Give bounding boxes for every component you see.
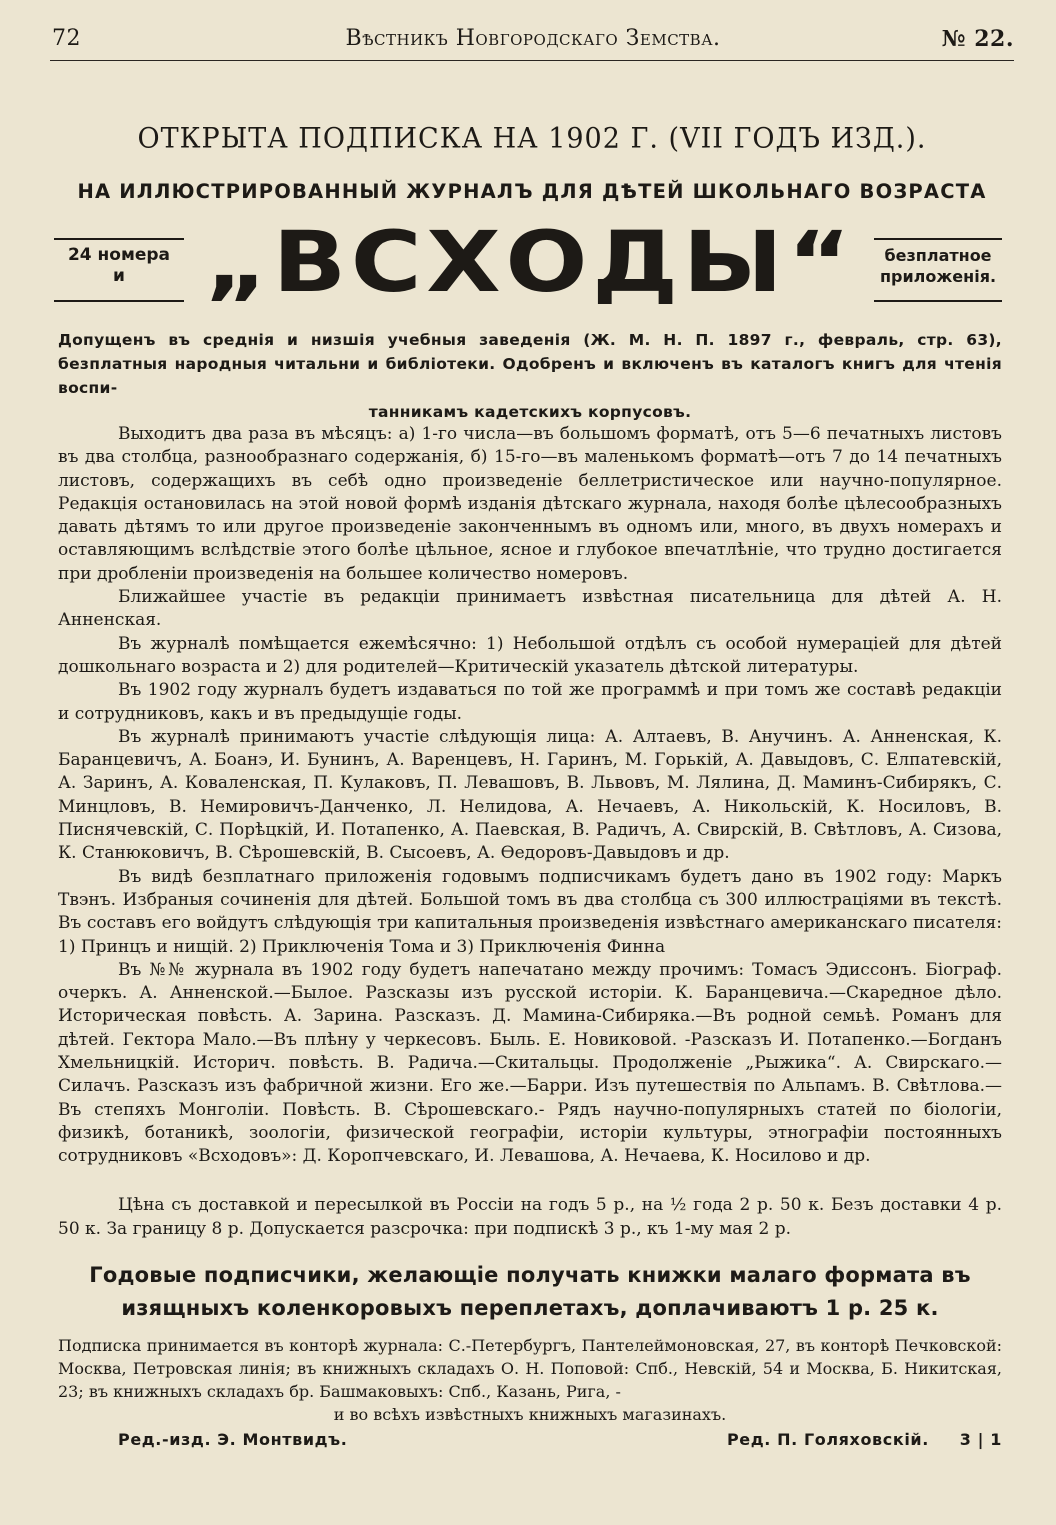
bound-offer bbox=[58, 1259, 1002, 1325]
issue-number: № 22. bbox=[941, 26, 1014, 52]
header-rule bbox=[50, 60, 1014, 61]
body-paragraph: Выходитъ два раза въ мѣсяцъ: а) 1-го числа—въ большомъ форматѣ, отъ 5—6 печатныхъ листовъ въ два столбца, разнообразнаго содержанія, б) 15-го—въ маленькомъ форматѣ—отъ 7 до 14 печатныхъ листовъ, содержащихъ въ себѣ одно произведеніе беллетристическое или научно-популярное. Редакція остановилась на этой новой формѣ изданія дѣтскаго журнала, находя болѣе цѣлесообразныхъ давать дѣтямъ то или другое произведеніе законченнымъ въ одномъ или, много, въ двухъ номерахъ и оставляющимъ вслѣдствіе этого болѣе цѣльное, ясное и глубокое впечатлѣніе, что трудно достигается при дробленіи произведенія на большее количество номеровъ. bbox=[58, 424, 1002, 584]
approval-last-line: танникамъ кадетскихъ корпусовъ. bbox=[368, 403, 692, 421]
bound-offer-line-1: Годовые подписчики, желающіе получать книжки малаго формата въ bbox=[89, 1263, 971, 1287]
right-note-line-2: приложенія. bbox=[879, 267, 997, 286]
right-note-line-1: безплатное bbox=[884, 246, 992, 265]
body-paragraph: Ближайшее участіе въ редакціи принимаетъ извѣстная писательница для дѣтей А. Н. Анненская. bbox=[58, 587, 1002, 631]
print-code: 3 | 1 bbox=[959, 1430, 1002, 1449]
body-paragraph: Въ №№ журнала въ 1902 году будетъ напечатано между прочимъ: Томасъ Эдиссонъ. Біограф. очеркъ. А. Анненской.—Былое. Разсказы изъ русской исторіи. К. Баранцевича.—Скаредное дѣло. Историческая повѣсть. А. Зарина. Разсказъ. Д. Мамина-Сибиряка.—Въ родной семьѣ. Романъ для дѣтей. Гектора Мало.—Въ плѣну у черкесовъ. Быль. Е. Новиковой. -Разсказъ И. Потапенко.—Богданъ Хмельницкій. Историч. повѣсть. В. Радича.—Скитальцы. Продолженіе „Рыжика“. А. Свирскаго.—Силачъ. Разсказъ изъ фабричной жизни. Его же.—Барри. Изъ путешествія по Альпамъ. В. Свѣтлова.—Въ степяхъ Монголіи. Повѣсть. В. Сѣрошевскаго.- Рядъ научно-популярныхъ статей по біологіи, физикѣ, ботаникѣ, зоологіи, физической географіи, исторіи культуры, этнографіи постоянныхъ сотрудниковъ «Всходовъ»: Д. Коропчевскаго, И. Левашова, А. Нечаева, К. Носилово и др. bbox=[58, 959, 1002, 1167]
price-text: Цѣна съ доставкой и пересылкой въ Россіи на годъ 5 р., на ½ года 2 р. 50 к. Безъ доставки 4 р. 50 к. За границу 8 р. Допускается разсрочка: при подпискѣ 3 р., къ 1-му мая 2 р. bbox=[58, 1195, 1002, 1239]
approval-notice bbox=[58, 328, 1002, 424]
announcement-body bbox=[58, 423, 1002, 1169]
announcement-title: ОТКРЫТА ПОДПИСКА НА 1902 Г. (VII ГОДЪ ИЗД.). bbox=[137, 122, 927, 155]
approval-text: Допущенъ въ среднія и низшія учебныя заведенія (Ж. М. Н. П. 1897 г., февраль, стр. 63), безплатныя народныя читальни и библіотеки. Одобренъ и включенъ въ каталогъ книгъ для чтенія воспи- bbox=[58, 331, 1002, 397]
body-paragraph: Въ видѣ безплатнаго приложенія годовымъ подписчикамъ будетъ дано въ 1902 году: Маркъ Твэнъ. Избраныя сочиненія для дѣтей. Большой томъ въ два столбца съ 300 иллюстраціями въ текстѣ. Въ составъ его войдутъ слѣдующія три капитальныя произведенія извѣстнаго американскаго писателя: 1) Принцъ и нищій. 2) Приключенія Тома и 3) Приключенія Финна bbox=[58, 866, 1002, 957]
contacts-last-line: и во всѣхъ извѣстныхъ книжныхъ магазинахъ. bbox=[333, 1405, 727, 1424]
left-note-line-1: 24 номера bbox=[67, 245, 171, 265]
bound-offer-line-2: изящныхъ коленкоровыхъ переплетахъ, доплачиваютъ 1 р. 25 к. bbox=[121, 1296, 939, 1320]
price-section bbox=[58, 1193, 1002, 1241]
journal-name: „ВСХОДЫ“ bbox=[204, 213, 856, 311]
body-paragraph: Въ журналѣ помѣщается ежемѣсячно: 1) Небольшой отдѣлъ съ особой нумераціей для дѣтей дошкольнаго возраста и 2) для родителей—Критическій указатель дѣтской литературы. bbox=[58, 633, 1002, 677]
subscription-contacts bbox=[58, 1334, 1002, 1426]
running-header bbox=[52, 26, 1014, 60]
body-paragraph: Въ 1902 году журналъ будетъ издаваться по той же программѣ и при томъ же составѣ редакціи и сотрудниковъ, какъ и въ предыдущіе годы. bbox=[58, 680, 1002, 724]
footer bbox=[118, 1430, 1002, 1458]
contacts-text: Подписка принимается въ конторѣ журнала: С.-Петербургъ, Пантелеймоновская, 27, въ конторѣ Печковской: Москва, Петровская линія; въ книжныхъ складахъ О. Н. Поповой: Спб., Невскій, 54 и Москва, Б. Никитская, 23; въ книжныхъ складахъ бр. Башмаковыхъ: Спб., Казань, Рига, - bbox=[58, 1336, 1002, 1401]
publisher-credit: Ред.-изд. Э. Монтвидъ. bbox=[118, 1430, 348, 1449]
left-note-line-2: и bbox=[113, 266, 125, 286]
masthead-right-note bbox=[874, 238, 1002, 302]
journal-title: Вѣстникъ Новгородскаго Земства. bbox=[345, 26, 721, 51]
editor-credit bbox=[727, 1430, 1002, 1449]
editor-name: Ред. П. Голяховскій. bbox=[726, 1430, 929, 1449]
page-number: 72 bbox=[52, 26, 81, 51]
announcement-subtitle: НА ИЛЛЮСТРИРОВАННЫЙ ЖУРНАЛЪ ДЛЯ ДѢТЕЙ ШКОЛЬНАГО ВОЗРАСТА bbox=[77, 180, 987, 203]
body-paragraph: Въ журналѣ принимаютъ участіе слѣдующія лица: А. Алтаевъ, В. Анучинъ. А. Анненская, К. Баранцевичъ, А. Боанэ, И. Бунинъ, А. Варенцевъ, Н. Гаринъ, М. Горькій, А. Давыдовъ, С. Елпатевскій, А. Заринъ, А. Коваленская, П. Кулаковъ, П. Левашовъ, В. Львовъ, М. Лялина, Д. Маминъ-Сибирякъ, С. Минцловъ, В. Немировичъ-Данченко, Л. Нелидова, А. Нечаевъ, А. Никольскій, К. Носиловъ, В. Писнячевскій, С. Порѣцкій, И. Потапенко, А. Паевская, В. Радичъ, А. Свирскій, В. Свѣтловъ, А. Сизова, К. Станюковичъ, В. Сѣрошевскій, В. Сысоевъ, А. Ѳедоровъ-Давыдовъ и др. bbox=[58, 726, 1002, 864]
